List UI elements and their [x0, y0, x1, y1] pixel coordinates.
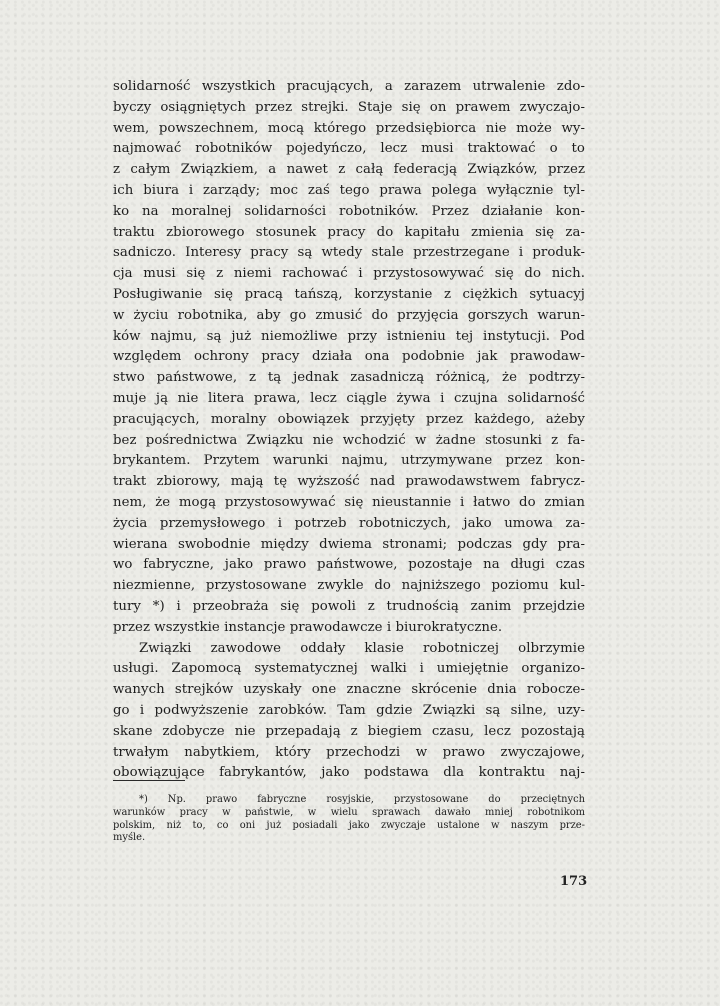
- text-line: w życiu robotnika, aby go zmusić do przyjęcia gorszych warun-: [113, 307, 585, 323]
- text-line: niezmienne, przystosowane zwykle do najniższego poziomu kul-: [113, 578, 585, 594]
- text-line: obowiązujące fabrykantów, jako podstawa dla kontraktu naj-: [113, 765, 585, 781]
- footnote-line: polskim, niż to, co oni już posiadali jako zwyczaje ustalone w naszym prze-: [113, 819, 585, 831]
- text-line: cja musi się z niemi rachować i przystosowywać się do nich.: [113, 266, 585, 282]
- main-text: [113, 77, 585, 784]
- text-line: względem ochrony pracy działa ona podobnie jak prawodaw-: [113, 349, 585, 365]
- text-line: ków najmu, są już niemożliwe przy istnieniu tej instytucji. Pod: [113, 328, 585, 344]
- text-line: stwo państwowe, z tą jednak zasadniczą różnicą, że podtrzy-: [113, 370, 585, 386]
- footnote-line: *) Np. prawo fabryczne rosyjskie, przystosowane do przeciętnych: [139, 794, 585, 805]
- footnote-divider: [113, 780, 185, 781]
- text-line: przez wszystkie instancje prawodawcze i biurokratyczne.: [113, 619, 503, 635]
- text-line: pracujących, moralny obowiązek przyjęty przez każdego, ażeby: [113, 411, 585, 427]
- text-line: go i podwyższenie zarobków. Tam gdzie Związki są silne, uzy-: [113, 702, 585, 718]
- footnote-line: myśle.: [113, 832, 146, 844]
- text-line: życia przemysłowego i potrzeb robotniczych, jako umowa za-: [113, 515, 585, 531]
- text-line: bez pośrednictwa Związku nie wchodzić w żadne stosunki z fa-: [113, 432, 585, 448]
- page-number: 173: [560, 874, 588, 889]
- text-line: skane zdobycze nie przepadają z biegiem czasu, lecz pozostają: [113, 723, 585, 739]
- text-line: wierana swobodnie między dwiema stronami; podczas gdy pra-: [113, 536, 585, 552]
- text-line: najmować robotników pojedyńczo, lecz musi traktować o to: [113, 141, 585, 157]
- text-line: muje ją nie litera prawa, lecz ciągle żywa i czujna solidarność: [113, 390, 585, 406]
- text-line: sadniczo. Interesy pracy są wtedy stale przestrzegane i produk-: [113, 245, 585, 261]
- footnote-line: warunków pracy w państwie, w wielu sprawach dawało mniej robotnikom: [113, 806, 585, 818]
- text-line: brykantem. Przytem warunki najmu, utrzymywane przez kon-: [113, 453, 585, 469]
- text-line: Związki zawodowe oddały klasie robotniczej olbrzymie: [139, 640, 585, 656]
- text-line: wo fabryczne, jako prawo państwowe, pozostaje na długi czas: [113, 557, 585, 573]
- text-line: ich biura i zarządy; moc zaś tego prawa polega wyłącznie tyl-: [113, 182, 585, 198]
- text-line: traktu zbiorowego stosunek pracy do kapitału zmienia się za-: [113, 224, 585, 240]
- text-line: tury *) i przeobraża się powoli z trudnością zanim przejdzie: [113, 598, 585, 614]
- text-line: usługi. Zapomocą systematycznej walki i umiejętnie organizo-: [113, 661, 585, 677]
- text-line: trakt zbiorowy, mają tę wyższość nad prawodawstwem fabrycz-: [113, 474, 585, 490]
- text-line: nem, że mogą przystosowywać się nieustannie i łatwo do zmian: [113, 494, 585, 510]
- text-line: wem, powszechnem, mocą którego przedsiębiorca nie może wy-: [113, 120, 585, 136]
- text-line: byczy osiągniętych przez strejki. Staje się on prawem zwyczajo-: [113, 99, 585, 115]
- text-line: ko na moralnej solidarności robotników. Przez działanie kon-: [113, 203, 585, 219]
- footnote: [113, 794, 585, 845]
- text-line: Posługiwanie się pracą tańszą, korzystanie z ciężkich sytuacyj: [113, 286, 585, 302]
- text-line: solidarność wszystkich pracujących, a zarazem utrwalenie zdo-: [113, 79, 585, 94]
- text-line: wanych strejków uzyskały one znaczne skrócenie dnia robocze-: [113, 682, 585, 698]
- text-line: z całym Związkiem, a nawet z całą federacją Związków, przez: [113, 162, 585, 178]
- text-line: trwałym nabytkiem, który przechodzi w prawo zwyczajowe,: [113, 744, 585, 760]
